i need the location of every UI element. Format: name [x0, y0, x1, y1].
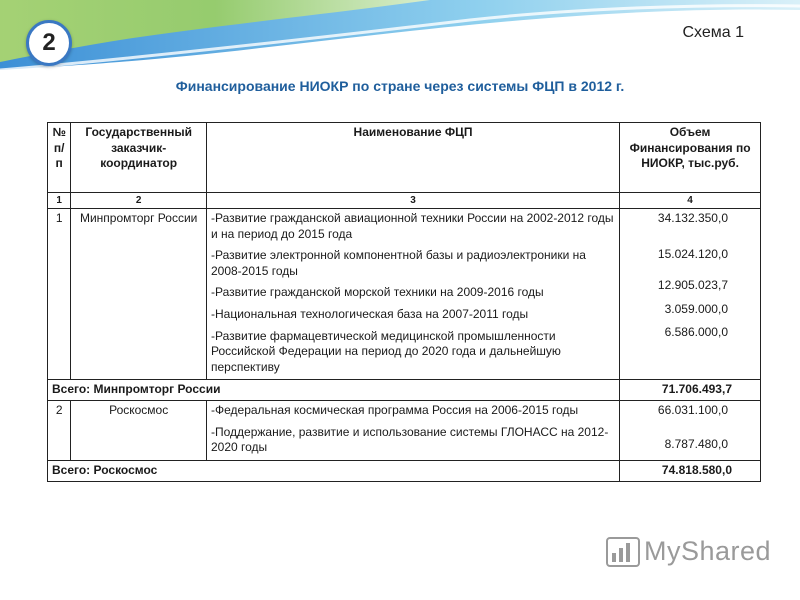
row-num: 1 [48, 209, 71, 380]
index-cell: 3 [206, 193, 619, 209]
page-title: Финансирование НИОКР по стране через системы ФЦП в 2012 г. [175, 78, 625, 94]
program-amount: 8.787.480,0 [664, 436, 728, 451]
index-cell: 1 [48, 193, 71, 209]
program-amount: 66.031.100,0 [657, 402, 728, 417]
row-num: 2 [48, 400, 71, 460]
program-amount: 12.905.023,7 [657, 278, 728, 293]
row-amounts [620, 400, 761, 460]
program-name: -Развитие гражданской морской техники на 2009-2016 годы [210, 285, 544, 300]
index-cell: 4 [620, 193, 761, 209]
table-total-row [48, 461, 761, 482]
table-row [48, 209, 761, 380]
watermark-text: MyShared [644, 536, 772, 566]
row-amounts [620, 209, 761, 380]
program-name: -Национальная технологическая база на 2007-2011 годы [210, 306, 529, 321]
program-name: -Федеральная космическая программа Россия на 2006-2015 годы [210, 402, 579, 417]
row-customer: Минпромторг России [71, 209, 207, 380]
program-amount: 3.059.000,0 [664, 301, 728, 316]
header-program-name: Наименование ФЦП [206, 123, 619, 193]
program-name: -Развитие гражданской авиационной техники России на 2002-2012 годы и на период до 2015 года [210, 211, 614, 241]
total-label: Всего: Роскосмос [48, 461, 620, 482]
program-name: -Развитие фармацевтической медицинской промышленности Российской Федерации на период до 2020 года и дальнейшую перспективу [210, 328, 561, 374]
header-amount: Объем Финансирования по НИОКР, тыс.руб. [620, 123, 761, 193]
program-name: -Поддержание, развитие и использование системы ГЛОНАСС на 2012-2020 годы [210, 424, 609, 455]
table-header-row [48, 123, 761, 193]
funding-table [47, 122, 761, 482]
total-value: 74.818.580,0 [620, 461, 761, 482]
program-amount: 15.024.120,0 [657, 246, 728, 261]
watermark [606, 536, 771, 567]
header-wave-decoration [0, 0, 800, 80]
program-amount: 34.132.350,0 [657, 211, 728, 225]
schema-label: Схема 1 [682, 24, 744, 41]
row-programs [206, 400, 619, 460]
table-row [48, 400, 761, 460]
index-cell: 2 [71, 193, 207, 209]
header-num: № п/п [48, 123, 71, 193]
chart-logo-icon [606, 537, 640, 567]
table-total-row [48, 380, 761, 401]
row-programs [206, 209, 619, 380]
program-amount: 6.586.000,0 [664, 325, 728, 340]
row-customer: Роскосмос [71, 400, 207, 460]
program-name: -Развитие электронной компонентной базы и радиоэлектроники на 2008-2015 годы [210, 248, 586, 278]
total-value: 71.706.493,7 [620, 380, 761, 401]
slide-number-badge: 2 [26, 20, 72, 66]
header-customer: Государственный заказчик-координатор [71, 123, 207, 193]
table-index-row [48, 193, 761, 209]
total-label: Всего: Минпромторг России [48, 380, 620, 401]
